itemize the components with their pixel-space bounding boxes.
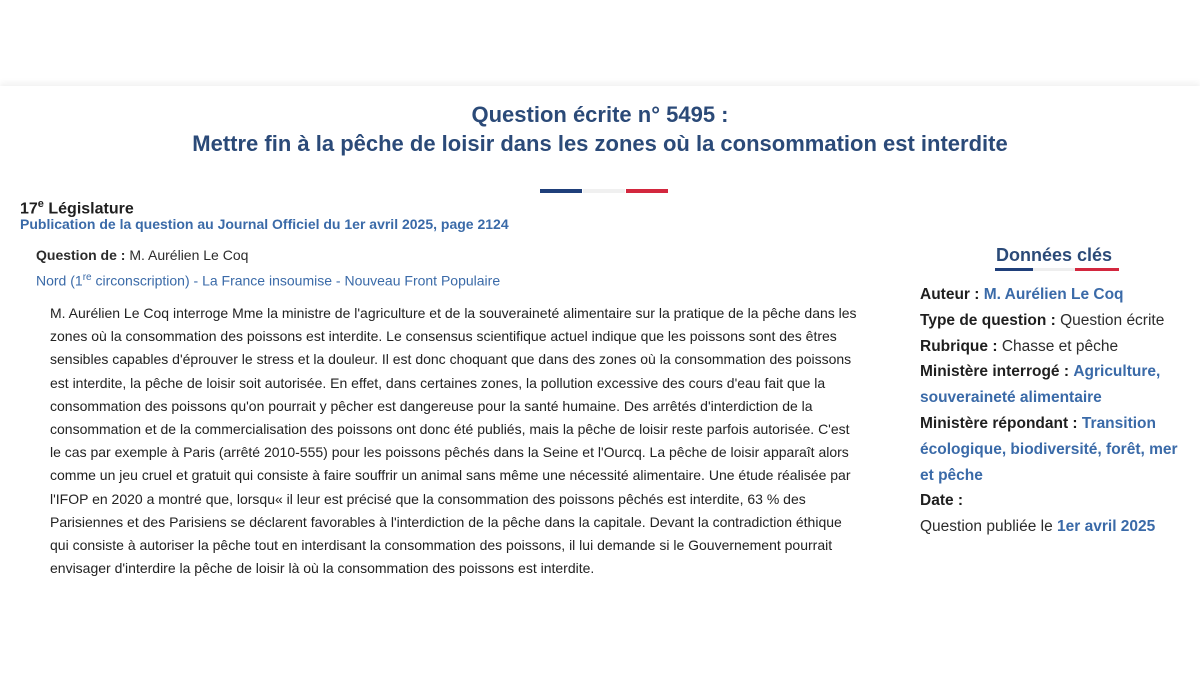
question-subtitle: Mettre fin à la pêche de loisir dans les zones où la consommation est interdite bbox=[192, 131, 1008, 156]
key-data-underline-red bbox=[1075, 268, 1119, 271]
flag-divider-blue bbox=[540, 189, 582, 193]
key-data-underline-white bbox=[1033, 268, 1075, 271]
date-prefix: Question publiée le bbox=[920, 518, 1053, 536]
key-data-auteur bbox=[920, 282, 1195, 308]
type-value: Question écrite bbox=[1060, 311, 1165, 329]
legislature-label: Législature bbox=[48, 200, 134, 218]
key-data-ministere-repondant bbox=[920, 411, 1195, 488]
top-band bbox=[0, 0, 1200, 86]
circonscription-sup: re bbox=[82, 272, 92, 283]
legislature-number: 17 bbox=[20, 200, 38, 218]
circonscription-rest: circonscription) - La France insoumise - Nouveau Front Populaire bbox=[91, 272, 501, 289]
ministere-interroge-label: Ministère interrogé : bbox=[920, 363, 1069, 381]
question-author: M. Aurélien Le Coq bbox=[129, 247, 249, 263]
publication-link[interactable]: Publication de la question au Journal Officiel du 1er avril 2025, page 2124 bbox=[20, 216, 509, 232]
ministere-interroge-link[interactable]: Agriculture, souveraineté alimentaire bbox=[920, 363, 1161, 407]
key-data-underline-blue bbox=[995, 268, 1033, 271]
auteur-label: Auteur : bbox=[920, 286, 980, 303]
key-data-date bbox=[920, 488, 1195, 514]
auteur-link[interactable]: M. Aurélien Le Coq bbox=[983, 286, 1124, 303]
key-data-rubrique bbox=[920, 334, 1195, 360]
flag-divider-white bbox=[583, 189, 625, 193]
type-label: Type de question : bbox=[920, 311, 1056, 329]
question-body: M. Aurélien Le Coq interroge Mme la ministre de l'agriculture et de la souveraineté alimentaire sur la pratique de la pêche dans les zones où la consommation des poissons est interdite. Le consensus scientifique actuel indique que les poissons sont des êtres sensibles capables d'éprouver le stress et la douleur. Il est donc choquant que dans des zones où la consommation des poissons est interdite, la pêche de loisir soit autorisée. En effet, dans certaines zones, la pollution excessive des cours d'eau fait que la consommation des poissons qu'on pourrait y pêcher est dangereuse pour la santé humaine. Des arrêtés d'interdiction de la consommation et de la commercialisation des poissons ont donc été publiés, mais la pêche de loisir reste parfois autorisée. C'est le cas par exemple à Paris (arrêté 2010-555) pour les poissons pêchés dans la Seine et l'Ourcq. La pêche de loisir apparaît alors comme un jeu cruel et gratuit qui consiste à faire souffrir un animal sans même une nécessité alimentaire. Une étude réalisée par l'IFOP en 2020 a montré que, lorsqu« il leur est précisé que la consommation des poissons pêchés est interdite, 63 % des Parisiennes et des Parisiens se déclarent favorables à l'interdiction de la pêche dans la capitale. Devant la contradiction éthique qui consiste à autoriser la pêche tout en interdisant la consommation des poissons, il lui demande si le Gouvernement pourrait envisager d'interdire la pêche de loisir là où la consommation des poissons est interdite. bbox=[50, 305, 857, 577]
circonscription-dept: Nord (1 bbox=[36, 272, 83, 289]
question-title: Question écrite n° 5495 : bbox=[471, 102, 729, 127]
flag-divider-red bbox=[626, 189, 668, 193]
key-data-date-value bbox=[920, 514, 1195, 540]
question-de-label: Question de : bbox=[36, 247, 126, 263]
date-value: 1er avril 2025 bbox=[1057, 518, 1156, 536]
date-label: Date : bbox=[920, 492, 964, 510]
rubrique-value: Chasse et pêche bbox=[1001, 337, 1119, 355]
circonscription-line bbox=[36, 268, 500, 291]
key-data-title: Données clés bbox=[996, 245, 1113, 265]
legislature-sup: e bbox=[37, 198, 44, 210]
rubrique-label: Rubrique : bbox=[920, 337, 998, 355]
ministere-repondant-link[interactable]: Transition écologique, biodiversité, forêt, mer et pêche bbox=[920, 414, 1178, 484]
ministere-repondant-label: Ministère répondant : bbox=[920, 414, 1078, 432]
key-data-ministere-interroge bbox=[920, 359, 1195, 411]
key-data-type bbox=[920, 308, 1195, 334]
key-data-list bbox=[920, 282, 1195, 540]
question-author-line bbox=[36, 245, 248, 265]
